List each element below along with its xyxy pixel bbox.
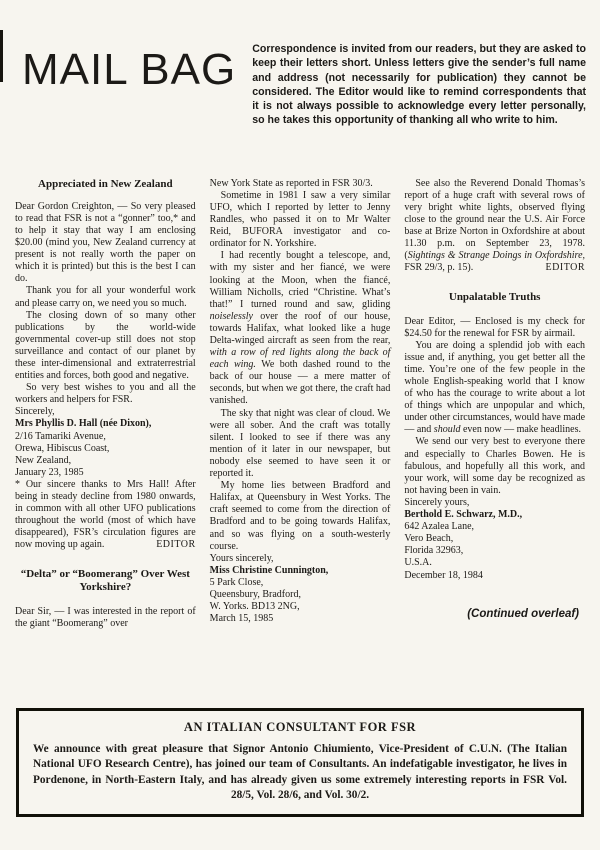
column-2 xyxy=(210,178,391,692)
editor-sign: EDITOR xyxy=(156,539,196,551)
signature-line: 5 Park Close, xyxy=(209,576,264,588)
signature-block-boomerang xyxy=(210,553,391,626)
letter-paragraph: The closing down of so many other publications by the world-wide governmental cover-up still does not stop surveillance and contact of our planet by these inter-dimensional and extraterrestrial entities and forces, both good and negative. xyxy=(15,309,196,382)
paragraph-text: You are doing a splendid job with each issue and, if anything, you get better all the time. You’re one of the few people in the whole English-speaking world that I know of who has the courage to write about a lot of things which are unpopular and which, under other circumstances, would have made — and xyxy=(404,339,586,436)
signature-line: Sincerely, xyxy=(15,406,55,418)
column-3 xyxy=(404,178,585,692)
signature-line: U.S.A. xyxy=(404,557,432,569)
column-1 xyxy=(15,178,196,692)
signature-line: Florida 32963, xyxy=(404,545,464,557)
signature-name: Berthold E. Schwarz, M.D., xyxy=(404,509,523,521)
letter-paragraph: Sometime in 1981 I saw a very similar UFO, which I reported by letter to Jenny Randles, who passed it on to Mr Walter Reid, BUFORA investigator and co-ordinator for N. Yorkshire. xyxy=(209,189,391,250)
page-header xyxy=(0,0,600,128)
editor-sign: EDITOR xyxy=(545,262,586,274)
intro-paragraph: Correspondence is invited from our readers, but they are asked to keep their letters short. Unless letters give the sender’s full name and address (not necessarily for publication) they cannot be considered. The Editor would like to remind correspondents that it is not always possible to acknowledge every letter personally, so he takes this opportunity of thanking all who write to him. xyxy=(252,43,586,127)
signature-line: New Zealand, xyxy=(15,454,72,466)
paragraph-text: over the roof of our house, towards Halifax, what looked like a huge Delta-winged aircraft as seen from the rear, xyxy=(209,310,391,346)
italic-text: with a row of red lights along the back of each wing. xyxy=(209,347,391,371)
signature-name: Miss Christine Cunnington, xyxy=(209,564,329,576)
scan-artifact xyxy=(0,30,3,82)
letter-paragraph: Dear Sir, — I was interested in the report of the giant “Boomerang” over xyxy=(15,605,196,629)
continued-overleaf-note: (Continued overleaf) xyxy=(467,607,580,620)
letter-paragraph-continuation: New York State as reported in FSR 30/3. xyxy=(209,177,373,189)
signature-line: Orewa, Hibiscus Coast, xyxy=(15,442,110,454)
letter-paragraph: We send our very best to everyone there and especially to Charles Bowen. He is fabulous, and hopefully all this work, and your work, will some day be recognized as not having been in vain. xyxy=(404,436,586,496)
letter-paragraph: Dear Gordon Creighton, — So very pleased to read that FSR is not a “gonner” too,* and to help it stay that way I am enclosing $20.00 (mind you, New Zealand currency at present is not really worth the paper on which it is printed) but this is the best I can do. xyxy=(15,200,196,285)
signature-line: 2/16 Tamariki Avenue, xyxy=(15,430,106,442)
signature-line: W. Yorks. BD13 2NG, xyxy=(209,601,300,613)
italic-text: should xyxy=(433,424,461,436)
letter-paragraph: My home lies between Bradford and Halifax, at Queensbury in West Yorks. The craft seemed to come from the direction of Bradford and to be going towards Halifax, and so was flying on a south-westerly course. xyxy=(209,480,391,552)
headline-appreciated-nz: Appreciated in New Zealand xyxy=(38,177,173,190)
letter-paragraph: Thank you for all your wonderful work and please carry on, we need you so much. xyxy=(15,285,196,309)
editor-footnote xyxy=(15,479,196,552)
signature-line: Sincerely yours, xyxy=(404,496,470,508)
paragraph-text: FSR 29/3, p. 15). xyxy=(404,262,474,274)
signature-line: Yours sincerely, xyxy=(209,552,274,564)
letter-paragraph: Dear Editor, — Enclosed is my check for $24.50 for the renewal for FSR by airmail. xyxy=(404,315,586,339)
notice-body: We announce with great pleasure that Signor Antonio Chiumiento, Vice-President of C.U.N. (The Italian National UFO Research Centre), has joined our team of Consultants. An indefatigable investigator, he lives in Pordenone, in North-Eastern Italy, and has already given us some extremely interesting reports in FSR Vol. 28/5, Vol. 28/6, and Vol. 30/2. xyxy=(33,742,567,802)
letters-columns xyxy=(0,178,600,692)
signature-date: March 15, 1985 xyxy=(209,613,274,625)
signature-line: Vero Beach, xyxy=(404,533,454,545)
letter-paragraph: So very best wishes to you and all the workers and helpers for FSR. xyxy=(15,382,196,406)
letter-paragraph: The sky that night was clear of cloud. We were all sober. And the craft was totally silent. I looked to see if there was any mention of it later in our newspaper, but nobody else seemed to have seen it or reported it. xyxy=(209,407,391,480)
signature-line: Queensbury, Bradford, xyxy=(209,588,301,600)
notice-title: AN ITALIAN CONSULTANT FOR FSR xyxy=(183,719,417,734)
editor-note xyxy=(404,178,585,275)
italic-title: Sightings & Strange Doings in Oxfordshire, xyxy=(407,250,586,262)
signature-date: December 18, 1984 xyxy=(404,569,483,581)
headline-boomerang: “Delta” or “Boomerang” Over West Yorkshire? xyxy=(20,567,190,593)
footnote-text: * Our sincere thanks to Mrs Hall! After being in steady decline from 1980 onwards, in common with all other UFO publications throughout the world (most of which have disappeared), FSR’s circulation figures are now moving up again. xyxy=(15,478,196,551)
page-title: MAIL BAG xyxy=(22,45,237,94)
paragraph-text: See also the Reverend Donald Thomas’s report of a huge craft with several rows of very bright white lights, observed flying close to the ground near the U.S. Air Force base at Brize Norton in Oxfordshire at about 11.30 p.m. on September 23, 1978. ( xyxy=(404,177,586,262)
signature-name: Mrs Phyllis D. Hall (née Dixon), xyxy=(15,418,152,430)
signature-date: January 23, 1985 xyxy=(15,466,84,478)
notice-box xyxy=(16,708,584,817)
letter-paragraph xyxy=(210,250,391,407)
italic-text: noiselessly xyxy=(209,310,253,322)
paragraph-text: We both dashed round to the back of our house — a mere matter of seconds, but when we got there, the craft had vanished. xyxy=(209,359,391,407)
paragraph-text: even now — make headlines. xyxy=(460,424,581,436)
signature-line: 642 Azalea Lane, xyxy=(404,521,475,533)
signature-block-unpalatable xyxy=(404,497,585,582)
headline-unpalatable: Unpalatable Truths xyxy=(448,290,541,303)
letter-paragraph xyxy=(404,340,585,437)
signature-block-nz xyxy=(15,406,196,479)
paragraph-text: I had recently bought a telescope, and, with my sister and her fiancé, we were looking at the Moon, when the fiancé, William Nicholls, cried “Christine. What’s that!” I turned round and saw, gliding xyxy=(209,250,391,310)
